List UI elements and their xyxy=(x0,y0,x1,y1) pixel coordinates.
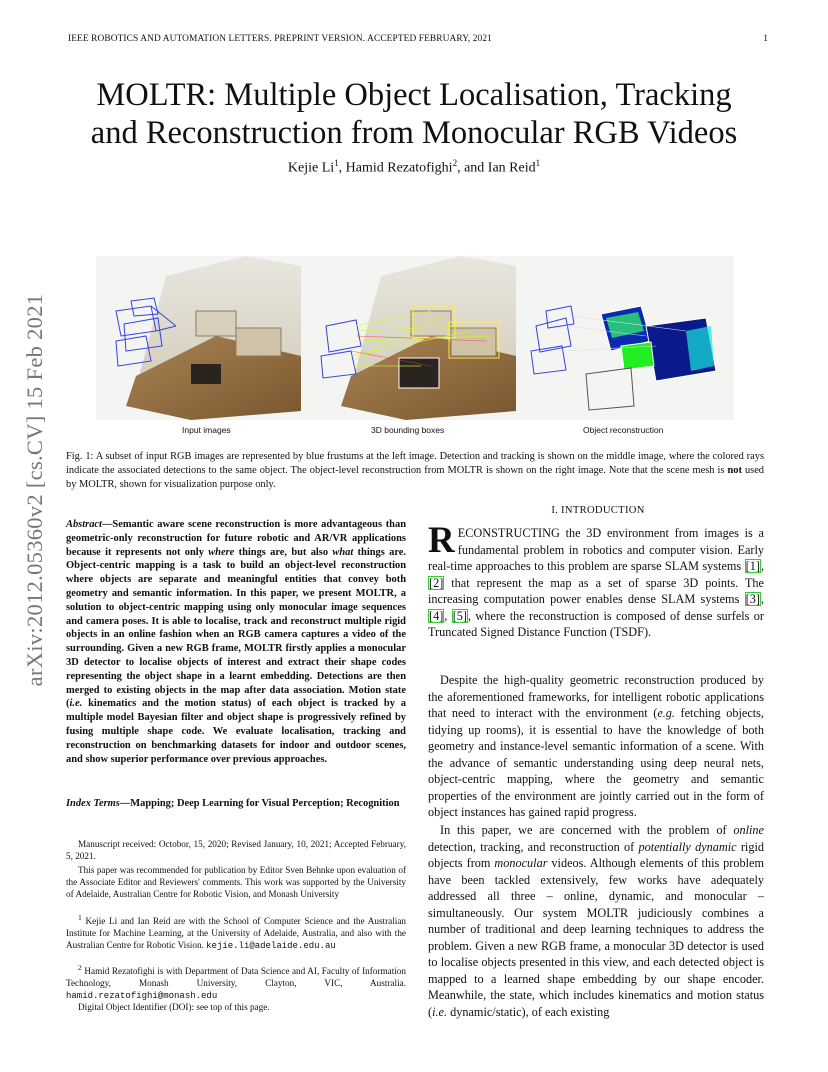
caption-tail: used by MOLTR, shown for visualization purpose only. xyxy=(66,465,764,490)
intro-paragraph-1 xyxy=(428,520,765,641)
abstract-lead: Abstract xyxy=(66,519,102,530)
abstract-text: kinematics and the motion status) of each object is tracked by a multiple model Bayesian filter and object shape is progressively refined by fusing multiple shape code. We evaluate localisation, tracking and reconstruction on benchmarking datasets for indoor and outdoor scenes, and show superior performance over previous approaches. xyxy=(66,698,406,765)
index-terms-lead: Index Terms xyxy=(66,798,120,809)
recommendation-note: This paper was recommended for publication by Editor Sven Behnke upon evaluation of the Associate Editor and Reviewers' comments. This work was supported by the University of Adelaide, Australian Centre for Robotic Vision, and Monash University xyxy=(66,865,406,899)
footnote-doi xyxy=(66,1001,406,1013)
paragraph-text: , where the reconstruction is composed of dense surfels or Truncated Signed Distance Function (TSDF). xyxy=(428,608,765,639)
footnote-received xyxy=(66,838,406,862)
citation-link[interactable]: [1] xyxy=(745,559,760,573)
email-link[interactable]: kejie.li@adelaide.edu.au xyxy=(206,941,336,952)
citation-separator: , xyxy=(760,592,764,606)
received-dates: Manuscript received: Octobor, 15, 2020; Revised January, 10, 2021; Accepted February, 5, 2021. xyxy=(66,839,406,861)
paragraph-text: detection, tracking, and reconstruction of xyxy=(428,839,639,854)
index-terms xyxy=(66,797,406,811)
affiliation-mark: 2 xyxy=(452,158,458,168)
author-name: Kejie Li xyxy=(287,160,335,176)
paragraph-text: Despite the high-quality geometric reconstruction produced by the aforementioned frameworks, for intelligent robotic applications that need to interact with the environment ( xyxy=(428,673,764,720)
paragraph-emphasis: online xyxy=(733,823,764,837)
paragraph-text: In this paper, we are concerned with the problem of xyxy=(440,823,734,837)
abstract xyxy=(66,518,406,766)
footnote-recommended xyxy=(66,864,406,900)
paragraph-emphasis: i.e. xyxy=(432,1004,448,1019)
author-name: Hamid Rezatofighi xyxy=(345,160,453,176)
affiliation-mark: 1 xyxy=(535,158,541,168)
doi-text: Digital Object Identifier (DOI): see top of this page. xyxy=(78,1002,270,1012)
title-line-2: and Reconstruction from Monocular RGB Videos xyxy=(90,115,738,151)
drop-cap: R xyxy=(428,520,455,561)
paragraph-text: videos. Although elements of this problem have been tackled extensively, few works have adequately addressed all three – online, dynamic, and monocular – simultaneously. Our system MOLTR judiciously combines a number of traditional and deep learning techniques to address the problem. Given a new RGB frame, a monocular 3D detector is used to localise objects presented in this view, and each detected object is mapped to a learned shape embedding by our shape encoder. Meanwhile, the state, which includes kinematics and motion status ( xyxy=(428,856,764,1019)
figure-label-bboxes: 3D bounding boxes xyxy=(371,425,445,435)
author-name: Ian Reid xyxy=(487,160,536,176)
paragraph-emphasis: monocular xyxy=(494,856,548,870)
figure-caption xyxy=(66,450,764,492)
citation-link[interactable]: [4] xyxy=(429,608,444,623)
abstract-text: —Semantic aware scene reconstruction is more advantageous than geometric-only reconstruction for future robotic and AR/VR applications because it represents not only xyxy=(66,519,406,558)
caption-text: A subset of input RGB images are represented by blue frustums at the left image. Detection and tracking is shown on the middle image, where the colored rays indicate the associated detections to the same object. The object-level reconstruction from MOLTR is shown on the right image. Note that the scene mesh is xyxy=(66,451,764,476)
paper-title xyxy=(60,76,768,152)
author-separator: , xyxy=(338,160,346,176)
paragraph-emphasis: potentially dynamic xyxy=(638,839,737,854)
paragraph-text: ECONSTRUCTING the 3D environment from images is a fundamental problem in robotics and computer vision. Early real-time approaches to this problem are sparse SLAM systems xyxy=(428,526,764,573)
arxiv-stamp xyxy=(10,290,60,690)
abstract-text: things are. Object-centric mapping is a task to build an object-level reconstruction where objects are separate and meaningful entities that convey both geometry and semantic information. In this paper, we present MOLTR, a solution to object-centric mapping using only monocular image sequences and camera poses. It is able to localise, track and reconstruct multiple rigid objects in an online fashion when an RGB camera captures a video of the surrounding. Given a new RGB frame, MOLTR firstly applies a monocular 3D detector to localise objects of interest and extract their shape codes representing the object shape in a learnt embedding. Detections are then merged to existing objects in the map after data association. Motion state ( xyxy=(66,546,406,710)
figure-illustration xyxy=(96,256,734,420)
abstract-emphasis: what xyxy=(332,546,354,558)
page-number: 1 xyxy=(763,34,768,44)
section-heading-introduction: I. INTRODUCTION xyxy=(551,505,645,516)
citation-separator: , xyxy=(760,559,764,573)
abstract-emphasis: where xyxy=(208,546,235,558)
citation-link[interactable]: [2] xyxy=(429,575,444,590)
citation-link[interactable]: [5] xyxy=(452,608,468,623)
paragraph-text: fetching objects, tidying up rooms), it is essential to have the knowledge of both geometry and instance-level semantic information of a scene. With the advance of semantic understanding using deep neural nets, object-centric mapping, where the geometry and semantic properties of the environment are jointly carried out in the form of object instances has gained rapid progress. xyxy=(428,706,764,819)
author-separator: , and xyxy=(457,160,488,176)
intro-paragraph-3 xyxy=(428,822,764,1020)
footnote-affiliation-1 xyxy=(66,912,406,952)
footnote-affiliation-2 xyxy=(66,962,406,1002)
running-header xyxy=(68,34,768,44)
figure-1-image xyxy=(96,256,734,420)
citation-link[interactable]: [3] xyxy=(745,592,760,606)
figure-label-reconstruction: Object reconstruction xyxy=(583,425,664,435)
figure-label-input: Input images xyxy=(182,425,231,435)
paragraph-emphasis: e.g. xyxy=(657,706,675,720)
paragraph-text: rigid objects from xyxy=(428,839,764,870)
caption-emphasis: not xyxy=(727,465,742,476)
arxiv-id: arXiv:2012.05360v2 [cs.CV] 15 Feb 2021 xyxy=(22,293,47,687)
footnote-mark: 2 xyxy=(78,963,82,972)
paragraph-text: that represent the map as a set of sparse 3D points. The increasing computation power enables dense SLAM systems xyxy=(428,575,764,606)
abstract-emphasis: i.e. xyxy=(69,698,83,710)
title-line-1: MOLTR: Multiple Object Localisation, Tracking xyxy=(96,77,732,113)
journal-name: IEEE ROBOTICS AND AUTOMATION LETTERS. PREPRINT VERSION. ACCEPTED FEBRUARY, 2021 xyxy=(68,34,492,44)
footnote-mark: 1 xyxy=(78,913,82,922)
paragraph-text: dynamic/static), of each existing xyxy=(447,1004,610,1019)
affiliation-mark: 1 xyxy=(334,158,339,168)
index-terms-text: —Mapping; Deep Learning for Visual Perception; Recognition xyxy=(119,798,400,809)
caption-prefix: Fig. 1: xyxy=(66,451,96,462)
abstract-text: things are, but also xyxy=(234,546,333,558)
author-list xyxy=(60,158,768,177)
intro-paragraph-2 xyxy=(428,672,764,821)
affiliation-text: Kejie Li and Ian Reid are with the School of Computer Science and the Australian Institute for Machine Learning, at the University of Adelaide, Australia, and also with the Australian Centre for Robotic Vision. xyxy=(66,916,406,951)
affiliation-text: Hamid Rezatofighi is with Department of Data Science and AI, Faculty of Information Technology, Monash University, Clayton, VIC, Australia. xyxy=(66,966,406,989)
citation-separator: , xyxy=(444,608,452,623)
email-link[interactable]: hamid.rezatofighi@monash.edu xyxy=(66,991,218,1002)
